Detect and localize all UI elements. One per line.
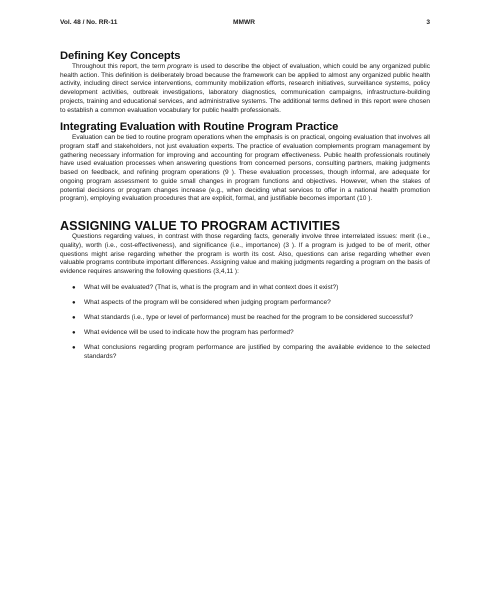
section-heading-integrating-evaluation: Integrating Evaluation with Routine Program Practice — [60, 121, 339, 134]
list-item-text: What conclusions regarding program performance are justified by comparing the available evidence to the selected standards? — [84, 344, 430, 360]
list-item — [72, 328, 430, 338]
list-item-text: What standards (i.e., type or level of performance) must be reached for the program to be considered successful? — [84, 313, 413, 321]
list-item-text: What evidence will be used to indicate how the program has performed? — [84, 328, 294, 336]
list-item-text: What will be evaluated? (That is, what is the program and in what context does it exist?) — [84, 283, 339, 291]
section-heading-assigning-value: ASSIGNING VALUE TO PROGRAM ACTIVITIES — [60, 219, 341, 234]
emphasized-term-program: program — [167, 63, 192, 70]
publication-title: MMWR — [233, 19, 255, 26]
running-header — [60, 19, 430, 29]
section-heading-defining-key-concepts: Defining Key Concepts — [60, 50, 181, 62]
list-item-text: What aspects of the program will be considered when judging program performance? — [84, 298, 331, 306]
bullet-icon: ● — [72, 345, 76, 352]
page-content — [60, 50, 430, 368]
bullet-icon: ● — [72, 299, 76, 306]
paragraph-integrating-evaluation: Evaluation can be tied to routine program operations when the emphasis is on practical, ongoing evaluation that involves all program staff and stakeholders, not just evaluation experts. The practice of evaluation complements program management by gathering necessary information for improving and accounting for program effectiveness. Public health professionals routinely have used evaluation processes when answering questions from concerned persons, consulting partners, making judgments based on feedback, and refining program operations (9 ). These evaluation processes, though informal, are adequate for ongoing program assessment to guide small changes in program functions and objectives. However, when the stakes of potential decisions or program changes increase (e.g., when deciding what services to offer in a national health promotion program), employing evaluation procedures that are explicit, formal, and justifiable becomes important (10 ). — [60, 134, 430, 203]
paragraph-defining-key-concepts — [60, 63, 430, 115]
list-item — [72, 313, 430, 323]
bullet-icon: ● — [72, 329, 76, 336]
bullet-icon: ● — [72, 314, 76, 321]
paragraph-assigning-value: Questions regarding values, in contrast with those regarding facts, generally involve three interrelated issues: merit (i.e., quality), worth (i.e., cost-effectiveness), and significance (i.e., importance) (3 ). If a program is judged to be of merit, other questions might arise regarding whether the program is worth its cost. Also, questions can arise regarding whether even valuable programs contribute important differences. Assigning value and making judgments regarding a program on the basis of evidence requires answering the following questions (3,4,11 ): — [60, 233, 430, 275]
list-item — [72, 283, 430, 293]
volume-number: Vol. 48 / No. RR-11 — [60, 19, 118, 26]
evaluation-questions-list — [60, 284, 430, 361]
bullet-icon: ● — [72, 284, 76, 291]
page-number: 3 — [426, 19, 430, 26]
paragraph-text-start: Throughout this report, the term — [72, 63, 168, 70]
list-item — [72, 344, 430, 361]
list-item — [72, 298, 430, 308]
paragraph-text-end: is used to describe the object of evaluation, which could be any organized public health action. This definition is deliberately broad because the framework can be applied to almost any organized public health activity, including direct service interventions, community mobilization efforts, research initiatives, surveillance systems, policy development activities, outbreak investigations, laboratory diagnostics, communication campaigns, infrastructure-building projects, training and educational services, and administrative systems. The additional terms defined in this report were chosen to establish a common evaluation vocabulary for public health professionals. — [60, 63, 430, 114]
